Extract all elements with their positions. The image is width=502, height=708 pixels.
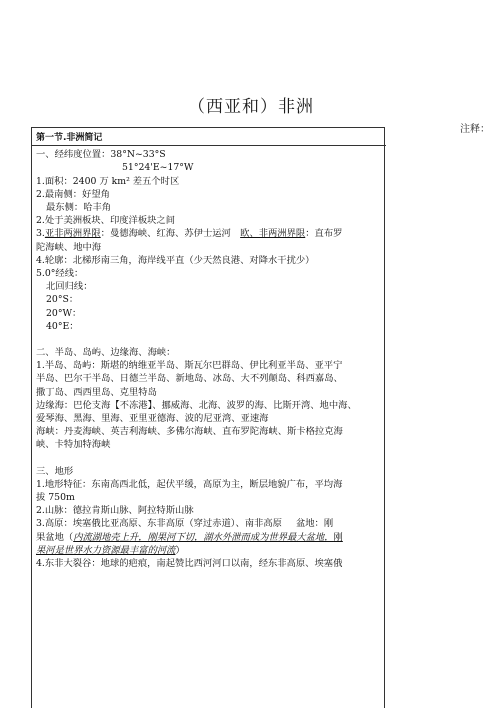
basin-label: 盆地：刚: [295, 518, 334, 530]
annotation-label: 注释：: [460, 124, 490, 135]
asia-africa-border-term: 亚非两洲界限: [44, 228, 101, 240]
page-title: （西亚和）非洲: [188, 97, 314, 117]
islands-line-2: 半岛、巴尔干半岛、日德兰半岛、新地岛、冰岛、大不列颠岛、科西嘉岛、: [36, 373, 343, 385]
terrain-line-2: 拔 750m: [36, 492, 75, 504]
islands-line-1: 1.半岛、岛屿：斯堪的纳维亚半岛、斯瓦尔巴群岛、伊比利亚半岛、亚平宁: [36, 360, 343, 372]
tropic-line: 北回归线：: [46, 281, 93, 293]
lon-20w-line: 20°W：: [46, 307, 82, 319]
congo-river-note: 果河是世界水力资源最丰富的河流: [36, 544, 176, 556]
lon-range-line: 51°24'E~17°W: [122, 162, 194, 174]
outline-line: 4.轮廓：北梯形南三角，海岸线平直（少天然良港、对降水干扰少）: [36, 254, 315, 266]
terrain-line-1: 1.地形特征：东南高西北低，起伏平缓，高原为主，断层地貌广布，平均海: [36, 478, 343, 490]
border-line-2: 陀海峡、地中海: [36, 241, 102, 253]
congo-prefix: 果盆地（: [36, 531, 74, 543]
section-heading-terrain: 三、地形: [36, 465, 74, 477]
seas-line-2: 爱琴海、黑海、里海、亚里亚德海、波的尼亚湾、亚速海: [36, 413, 269, 425]
plateau-line-1: [36, 517, 381, 530]
border-suffix: ：直布罗: [305, 228, 343, 240]
congo-basin-note: 内流湖地壳上升，刚果河下切，湖水外泄而成为世界最大盆地，: [73, 531, 334, 543]
section-heading-peninsulas: 二、半岛、岛屿、边缘海、海峡：: [36, 347, 176, 359]
europe-africa-border-term: 欧、非两洲界限: [240, 228, 306, 240]
congo-river-start: 刚: [333, 531, 343, 543]
area-line: 1.面积：2400 万 km² 差五个时区: [36, 175, 180, 187]
asia-africa-border-text: ：曼德海峡、红海、苏伊士运河: [100, 228, 241, 240]
seas-line-1: 边缘海：巴伦支海【不冻港】、挪威海、北海、波罗的海、比斯开湾、地中海、: [36, 399, 357, 411]
plateau-text: 3.高原：埃塞俄比亚高原、东非高原（穿过赤道）、南非高原: [36, 518, 282, 530]
eastmost-line: 最东侧：哈丰角: [46, 202, 112, 214]
plates-line: 2.处于美洲板块、印度洋板块之间: [36, 215, 176, 227]
islands-line-3: 撒丁岛、西西里岛、克里特岛: [36, 386, 157, 398]
straits-line-2: 峡、卡特加特海峡: [36, 439, 111, 451]
plateau-line-2: [36, 531, 381, 544]
straits-line-1: 海峡：丹麦海峡、英吉利海峡、多佛尔海峡、直布罗陀海峡、斯卡格拉克海: [36, 426, 343, 438]
border-line-1: [36, 227, 381, 240]
southmost-line: 2.最南侧：好望角: [36, 188, 110, 200]
mountains-line: 2.山脉：德拉肯斯山脉、阿拉特斯山脉: [36, 505, 194, 517]
lat-20s-line: 20°S：: [46, 294, 79, 306]
plateau-line-3: [36, 544, 381, 557]
section-heading-africa: 第一节.非洲简记: [36, 133, 103, 143]
notes-table: [31, 127, 385, 708]
heading-divider: [32, 145, 386, 146]
meridian-label: 5.0°经线：: [36, 268, 84, 280]
lat-lon-line: 一、经纬度位置：38°N~33°S: [36, 149, 166, 161]
border-prefix: 3.: [36, 228, 45, 240]
lon-40e-line: 40°E：: [46, 320, 79, 332]
congo-close: ）: [175, 544, 185, 556]
rift-valley-line: 4.东非大裂谷：地球的疤痕，南起赞比西河河口以南，经东非高原、埃塞俄: [36, 558, 343, 570]
